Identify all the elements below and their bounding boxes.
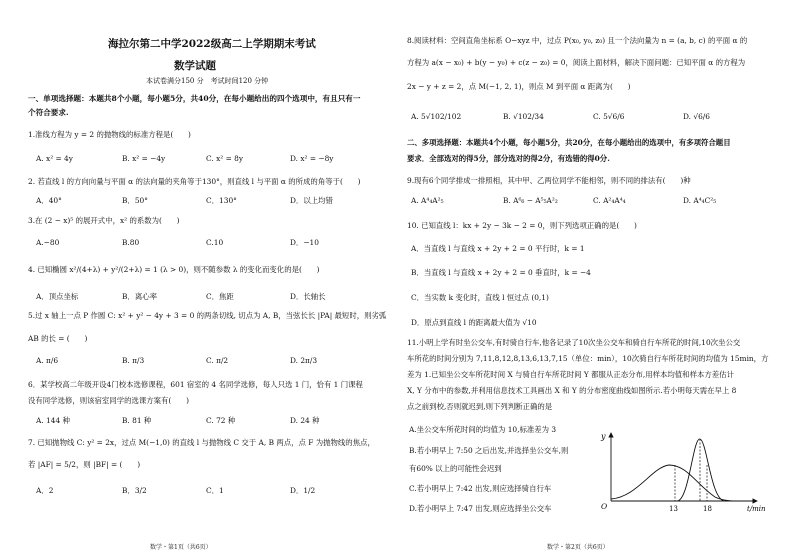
q6-option-d: D. 24 种 xyxy=(290,416,320,425)
section1-heading-line1: 一、单项选择题：本题共8个小题，每小题5分，共40分，在每小题给出的四个选项中，有且只有一 xyxy=(28,94,361,103)
q6-option-b: B. 81 种 xyxy=(122,416,152,425)
q8-option-d: D. √6/6 xyxy=(683,112,710,121)
q5-option-c: C. π/2 xyxy=(206,356,229,365)
q1-option-a: A. x² = 4y xyxy=(36,154,73,163)
right-footer: 数学・第2页（共6页） xyxy=(547,544,609,551)
q7-option-a: A．2 xyxy=(36,486,54,495)
q6-option-a: A. 144 种 xyxy=(36,416,70,425)
q8-option-c: C. 5√6/6 xyxy=(593,112,625,121)
q5-option-d: D. 2π/3 xyxy=(290,356,318,365)
section2-heading-line2: 要求．全部选对的得5分，部分选对的得2分，有选错的得0分. xyxy=(407,154,610,163)
q8-line2: 方程为 a(x − x₀) + b(y − y₀) + c(z − z₀) = 0，阅读上面材料，解决下面问题：已知平面 α 的方程为 xyxy=(407,58,746,67)
q3-stem: 3.在 (2 − x)⁵ 的展开式中，x² 的系数为( ) xyxy=(28,216,180,225)
q8-line1: 8.阅读材料：空间直角坐标系 O−xyz 中，过点 P(x₀, y₀, z₀) 且一个法向量为 n = (a, b, c) 的平面 α 的 xyxy=(407,36,748,45)
q11-line1: 11.小明上学有时坐公交车,有时骑自行车,他各记录了10次坐公交车和骑自行车所花的时间,10次坐公交 xyxy=(407,338,741,347)
exam-title: 海拉尔第二中学2022级高二上学期期末考试 xyxy=(108,38,316,50)
q5-stem-line2: AB 的长 = ( ) xyxy=(28,334,88,343)
q3-option-d: D．−10 xyxy=(290,238,319,247)
q7-option-d: D．1/2 xyxy=(290,486,316,495)
q8-option-b: B. √102/34 xyxy=(503,112,544,121)
q6-stem-line1: 6．某学校高二年级开设4门校本选修课程，601 宿室的 4 名同学选修，每人只选 1 门，恰有 1 门课程 xyxy=(28,380,363,389)
q7-stem-line2: 若 |AF| = 5/2，则 |BF| = ( ) xyxy=(28,460,141,469)
q10-option-c: C．当实数 k 变化时，直线 l 恒过点 (0,1) xyxy=(411,293,549,302)
q4-option-b: B．离心率 xyxy=(122,292,157,301)
q8-option-a: A. 5√102/102 xyxy=(411,112,462,121)
q9-option-b: B. A⁶₆ − A⁵₅A²₂ xyxy=(503,196,558,205)
exam-meta: 本试卷满分150 分 考试时间120 分钟 xyxy=(146,77,269,85)
exam-subtitle: 数学试题 xyxy=(174,60,216,72)
q11-option-a: A.坐公交车所花时间的均值为 10,标准差为 3 xyxy=(409,425,557,434)
q1-option-c: C. x² = 8y xyxy=(206,154,243,163)
q2-option-b: B．50° xyxy=(122,196,148,205)
q6-option-c: C. 72 种 xyxy=(206,416,236,425)
q9-option-a: A. A⁴₄A²₅ xyxy=(411,196,444,205)
q11-option-b: B.若小明早上 7:50 之后出发,并选择坐公交车,则 xyxy=(409,446,569,455)
tick-18-label: 18 xyxy=(703,505,712,513)
q10-option-d: D．原点到直线 l 的距离最大值为 √10 xyxy=(411,318,537,327)
tick-13-label: 13 xyxy=(669,505,678,513)
q8-line3: 2x − y + z = 2，点 M(−1, 2, 1)，则点 M 到平面 α 距离为( ) xyxy=(407,82,631,91)
q4-stem: 4. 已知椭圆 x²/(4+λ) + y²/(2+λ) = 1 (λ > 0)，则不随参数 λ 的变化而变化的是( ) xyxy=(28,265,320,274)
q4-option-d: D．长轴长 xyxy=(290,292,326,301)
q10-option-b: B．当直线 l 与直线 x + 2y + 2 = 0 垂直时，k = −4 xyxy=(411,268,591,277)
q2-stem: 2. 若直线 l 的方向向量与平面 α 的法向量的夹角等于130°，则直线 l 与平面 α 的所成的角等于( ) xyxy=(28,177,361,186)
q9-option-c: C. A²₄A⁴₄ xyxy=(593,196,626,205)
q5-option-b: B. π/3 xyxy=(122,356,145,365)
q10-stem: 10. 已知直线 l：kx + 2y − 3k − 2 = 0，则下列选项正确的是( ) xyxy=(407,221,637,230)
q9-option-d: D. A⁴₄C²₅ xyxy=(683,196,717,205)
q6-stem-line2: 没有同学选修，则该宿室同学的选课方案有( ) xyxy=(28,396,189,405)
q2-option-d: D．以上均错 xyxy=(290,196,333,205)
q11-option-c: C.若小明早上 7:42 出发,则应选择骑自行车 xyxy=(409,484,552,493)
q7-option-c: C．1 xyxy=(206,486,224,495)
section1-heading-line2: 个符合要求. xyxy=(28,108,69,117)
density-curve-graph xyxy=(597,425,775,525)
q2-option-a: A．40° xyxy=(36,196,62,205)
q5-option-a: A. π/6 xyxy=(36,356,59,365)
q11-line4: X, Y 分布中的参数,并利用信息技术工具画出 X 和 Y 的分布密度曲线如图所示.若小明每天需在早上 8 xyxy=(407,386,737,395)
q1-stem: 1.准线方程为 y = 2 的抛物线的标准方程是( ) xyxy=(28,130,191,139)
q4-option-c: C．焦距 xyxy=(206,292,234,301)
x-axis-label: t/min xyxy=(747,505,766,513)
left-footer: 数学・第1页（共6页） xyxy=(150,544,212,551)
q5-stem-line1: 5.过 x 轴上一点 P 作圆 C: x² + y² − 4y + 3 = 0 的两条切线, 切点为 A, B，当弦长长 |PA| 最短时，则劣弧 xyxy=(28,311,387,320)
q2-option-c: C．130° xyxy=(206,196,237,205)
q11-line5: 点之前到校,否则就迟到,则下列判断正确的是 xyxy=(407,402,553,411)
q3-option-a: A.−80 xyxy=(36,238,60,247)
q10-option-a: A．当直线 l 与直线 x + 2y + 2 = 0 平行时，k = 1 xyxy=(411,244,585,253)
q4-option-a: A．顶点坐标 xyxy=(36,292,79,301)
origin-label: O xyxy=(601,502,608,511)
y-axis-label: y xyxy=(601,432,606,441)
q9-stem: 9.现有6个同学排成一排照相，其中甲、乙两位同学不能相邻，则不同的排法有( )种 xyxy=(407,176,691,185)
q11-option-b-cont: 有60% 以上的可能性会迟到 xyxy=(409,464,502,473)
q7-stem-line1: 7. 已知抛物线 C: y² = 2x，过点 M(−1,0) 的直线 l 与抛物线 C 交于 A, B 两点，点 F 为抛物线的焦点， xyxy=(28,438,375,447)
q11-line2: 车所花的时间分别为 7,11,8,12,8,13,6,13,7,15（单位：min），10次骑自行车所花时间的均值为 15min，方 xyxy=(407,354,769,363)
q3-option-b: B.80 xyxy=(122,238,140,247)
q11-line3: 差为 1.已知坐公交车所花时间 X 与骑自行车所花时间 Y 都服从正态分布,用样本均值和样本方差估计 xyxy=(407,370,734,379)
section2-heading-line1: 二、多项选择题：本题共4个小题，每小题5分，共20分，在每小题给出的选项中，有多项符合题目 xyxy=(407,138,731,147)
q1-option-b: B. x² = −4y xyxy=(122,154,166,163)
q11-option-d: D.若小明早上 7:47 出发,则应选择坐公交车 xyxy=(409,504,552,513)
q7-option-b: B．3/2 xyxy=(122,486,147,495)
q3-option-c: C.10 xyxy=(206,238,224,247)
right-page xyxy=(397,0,794,560)
q1-option-d: D. x² = −8y xyxy=(290,154,334,163)
